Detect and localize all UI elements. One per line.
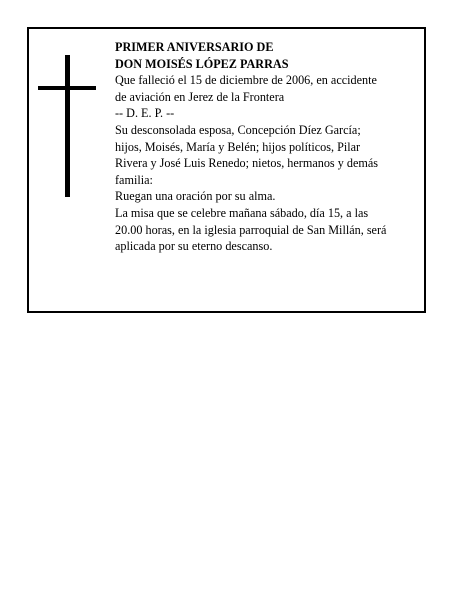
- dep-line: -- D. E. P. --: [115, 106, 175, 121]
- cross-vertical-bar: [65, 55, 70, 197]
- cross-horizontal-bar: [38, 86, 96, 90]
- notice-title-line-1: PRIMER ANIVERSARIO DE: [115, 40, 274, 54]
- death-details-line-2: de aviación en Jerez de la Frontera: [115, 89, 285, 104]
- mass-details-line-1: La misa que se celebre mañana sábado, día 15, a las: [115, 205, 369, 220]
- prayer-request-line: Ruegan una oración por su alma.: [115, 189, 276, 204]
- notice-title-line-2: DON MOISÉS LÓPEZ PARRAS: [115, 56, 289, 71]
- death-details-line-1: Que falleció el 15 de diciembre de 2006, en accidente: [115, 73, 377, 88]
- obituary-text: [115, 39, 421, 255]
- family-line-3: Rivera y José Luis Renedo; nietos, hermanos y demás: [115, 156, 378, 171]
- mass-details-line-2: 20.00 horas, en la iglesia parroquial de San Millán, será: [115, 222, 387, 237]
- family-line-2: hijos, Moisés, María y Belén; hijos políticos, Pilar: [115, 139, 361, 154]
- family-line-4: familia:: [115, 172, 153, 187]
- family-line-1: Su desconsolada esposa, Concepción Díez García;: [115, 122, 361, 137]
- mass-details-line-3: aplicada por su eterno descanso.: [115, 239, 273, 254]
